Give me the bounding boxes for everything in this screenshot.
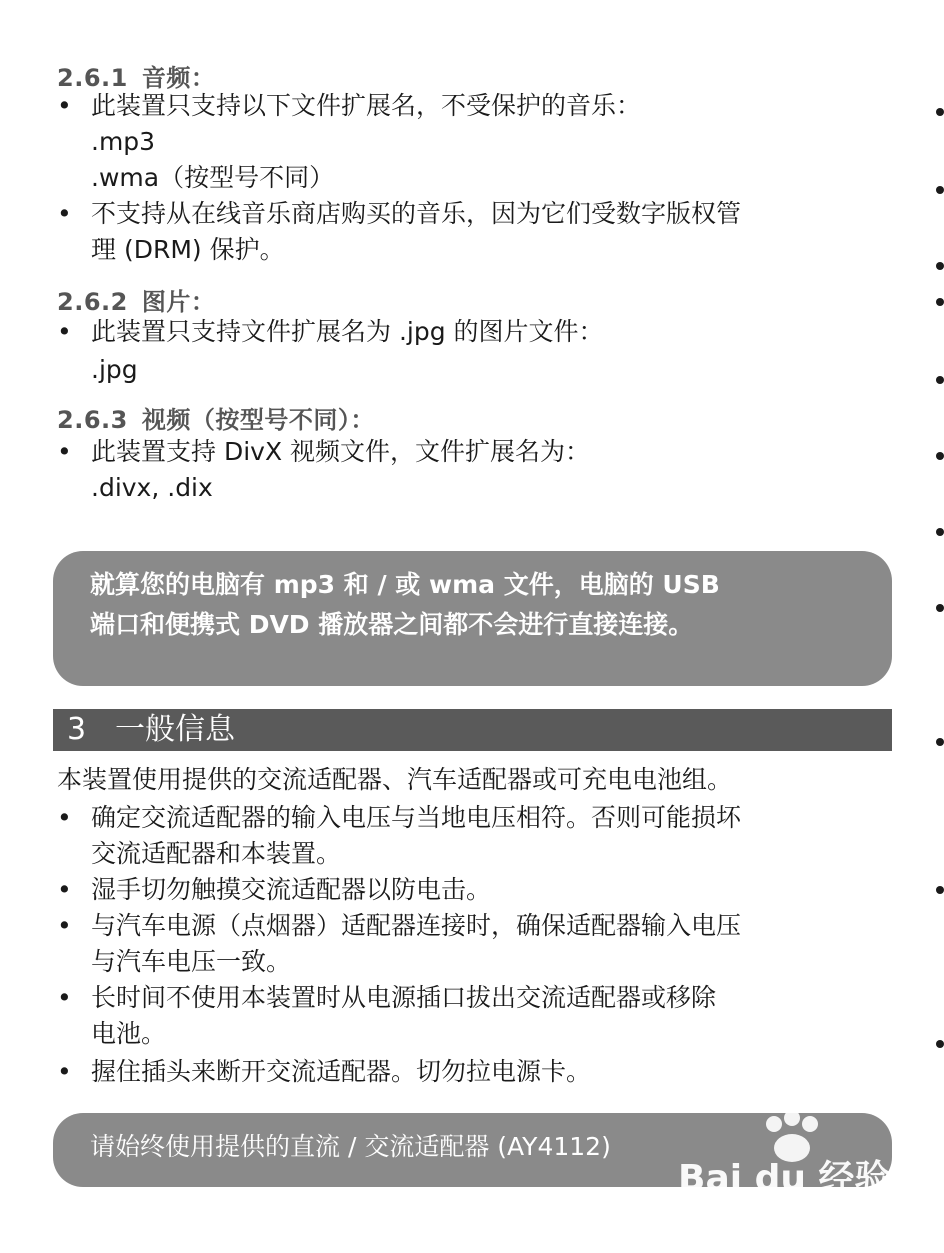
photo-heading xyxy=(57,282,215,317)
bullet-icon xyxy=(936,262,944,270)
video-heading xyxy=(57,400,375,435)
adjacent-page-edge xyxy=(936,0,944,1253)
note-box xyxy=(53,551,892,686)
video-heading-number: 2.6.3 xyxy=(57,406,128,434)
bullet-icon xyxy=(936,452,944,460)
extension-divx: .divx, .dix xyxy=(91,473,213,502)
bullet-icon xyxy=(936,604,944,612)
note-line-1: 就算您的电脑有 mp3 和 / 或 wma 文件，电脑的 USB xyxy=(90,570,720,599)
bullet-icon xyxy=(936,528,944,536)
bullet-icon xyxy=(936,1040,944,1048)
section-number: 3 xyxy=(67,712,87,747)
bullet-icon: • xyxy=(57,91,72,120)
bullet-icon xyxy=(936,886,944,894)
bullet-icon xyxy=(936,738,944,746)
watermark-brand: Bai du 经验 xyxy=(678,1158,891,1199)
list-item-text: 与汽车电源（点烟器）适配器连接时，确保适配器输入电压 xyxy=(91,911,742,940)
list-item-text: 长时间不使用本装置时从电源插口拔出交流适配器或移除 xyxy=(91,983,717,1012)
baidu-watermark xyxy=(660,1110,900,1220)
extension-jpg: .jpg xyxy=(91,355,138,384)
list-item-continuation: 交流适配器和本装置。 xyxy=(91,839,342,868)
bullet-icon: • xyxy=(57,199,72,228)
section-title: 一般信息 xyxy=(115,712,235,747)
note-line-2: 端口和便携式 DVD 播放器之间都不会进行直接连接。 xyxy=(90,610,694,639)
bullet-icon: • xyxy=(57,1057,72,1086)
bullet-icon xyxy=(936,298,944,306)
audio-heading-number: 2.6.1 xyxy=(57,64,128,92)
list-item-text: 此装置只支持以下文件扩展名，不受保护的音乐： xyxy=(91,91,642,120)
bullet-icon xyxy=(936,108,944,116)
list-item-continuation: 与汽车电压一致。 xyxy=(91,947,292,976)
list-item-text: 此装置支持 DivX 视频文件，文件扩展名为： xyxy=(91,437,591,466)
extension-wma: .wma（按型号不同） xyxy=(91,163,335,192)
bullet-icon: • xyxy=(57,911,72,940)
section-intro: 本装置使用提供的交流适配器、汽车适配器或可充电电池组。 xyxy=(57,765,733,794)
bullet-icon: • xyxy=(57,317,72,346)
list-item-text: 此装置只支持文件扩展名为 .jpg 的图片文件： xyxy=(91,317,604,346)
watermark-url: jingyan.baidu.com xyxy=(668,1196,835,1217)
photo-heading-number: 2.6.2 xyxy=(57,288,128,316)
list-item-text: 湿手切勿触摸交流适配器以防电击。 xyxy=(91,875,492,904)
photo-heading-text: 图片： xyxy=(141,288,216,316)
video-heading-text: 视频（按型号不同）： xyxy=(141,406,375,434)
bullet-icon xyxy=(936,376,944,384)
list-item-continuation: 理 (DRM) 保护。 xyxy=(91,235,285,264)
list-item-text: 握住插头来断开交流适配器。切勿拉电源卡。 xyxy=(91,1057,592,1086)
section-title-bar xyxy=(53,709,892,751)
list-item-continuation: 电池。 xyxy=(91,1019,167,1048)
note-line-1: 请始终使用提供的直流 / 交流适配器 (AY4112) xyxy=(90,1132,611,1161)
list-item-text: 确定交流适配器的输入电压与当地电压相符。否则可能损坏 xyxy=(91,803,742,832)
bullet-icon: • xyxy=(57,437,72,466)
bullet-icon: • xyxy=(57,983,72,1012)
bullet-icon xyxy=(936,186,944,194)
list-item-text: 不支持从在线音乐商店购买的音乐，因为它们受数字版权管 xyxy=(91,199,742,228)
bullet-icon: • xyxy=(57,875,72,904)
extension-mp3: .mp3 xyxy=(91,127,156,156)
audio-heading-text: 音频： xyxy=(141,64,216,92)
bullet-icon: • xyxy=(57,803,72,832)
